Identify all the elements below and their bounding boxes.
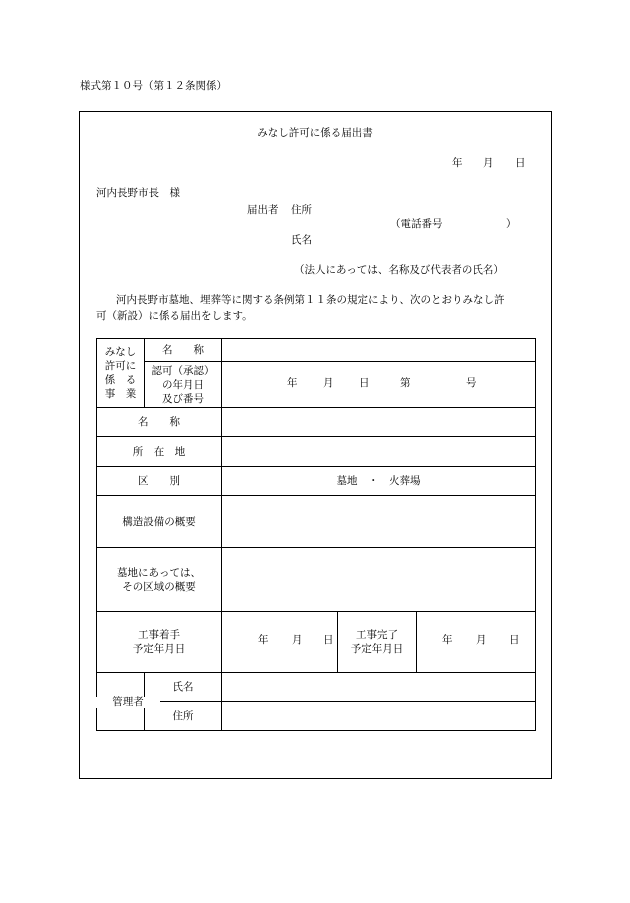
form-title: みなし許可に係る届出書 xyxy=(257,127,373,139)
manager-name-label: 氏名 xyxy=(145,673,222,702)
name-label: 氏名 xyxy=(291,234,312,246)
location-label: 所 在 地 xyxy=(97,437,222,467)
addressee: 河内長野市長 様 xyxy=(96,187,180,199)
permission-date-label: 認可（承認） の年月日 及び番号 xyxy=(145,362,222,408)
location-field[interactable] xyxy=(222,437,536,467)
manager-address-field[interactable] xyxy=(222,702,536,731)
facility-name-label: 名 称 xyxy=(97,408,222,437)
area-label: 墓地にあっては、 その区域の概要 xyxy=(97,548,222,612)
date-month-label: 月 xyxy=(483,157,494,169)
structure-field[interactable] xyxy=(222,496,536,548)
notifier-label: 届出者 xyxy=(247,204,279,216)
minashi-name-field[interactable] xyxy=(222,339,536,362)
minashi-label: みなし 許可に 係 る 事 業 xyxy=(97,339,145,408)
end-date-field[interactable]: 年 月 日 xyxy=(417,612,536,673)
phone-close: ） xyxy=(506,218,517,230)
corp-note: （法人にあっては、名称及び代表者の氏名） xyxy=(294,264,504,276)
manager-address-label: 住所 xyxy=(145,702,222,731)
permission-date-field[interactable]: 年 月 日 第 号 xyxy=(222,362,536,408)
start-date-label: 工事着手 予定年月日 xyxy=(97,612,222,673)
facility-name-field[interactable] xyxy=(222,408,536,437)
phone-label: （電話番号 xyxy=(390,218,443,230)
start-date-field[interactable]: 年 月 日 xyxy=(222,612,338,673)
category-label: 区 別 xyxy=(97,467,222,496)
date-year-label: 年 xyxy=(452,157,463,169)
form-number: 様式第１０号（第１２条関係） xyxy=(80,80,227,92)
notification-table xyxy=(96,338,536,731)
body-text-line1: 河内長野市墓地、埋葬等に関する条例第１１条の規定により、次のとおりみなし許 xyxy=(116,294,505,306)
structure-label: 構造設備の概要 xyxy=(97,496,222,548)
date-day-label: 日 xyxy=(515,157,526,169)
area-field[interactable] xyxy=(222,548,536,612)
category-value[interactable]: 墓地 ・ 火葬場 xyxy=(222,467,536,496)
end-date-label: 工事完了 予定年月日 xyxy=(338,612,417,673)
body-text-line2: 可（新設）に係る届出をします。 xyxy=(96,310,253,322)
manager-name-field[interactable] xyxy=(222,673,536,702)
minashi-name-label: 名 称 xyxy=(145,339,222,362)
address-label: 住所 xyxy=(291,204,312,216)
manager-label-text: 管理者 xyxy=(96,697,160,708)
